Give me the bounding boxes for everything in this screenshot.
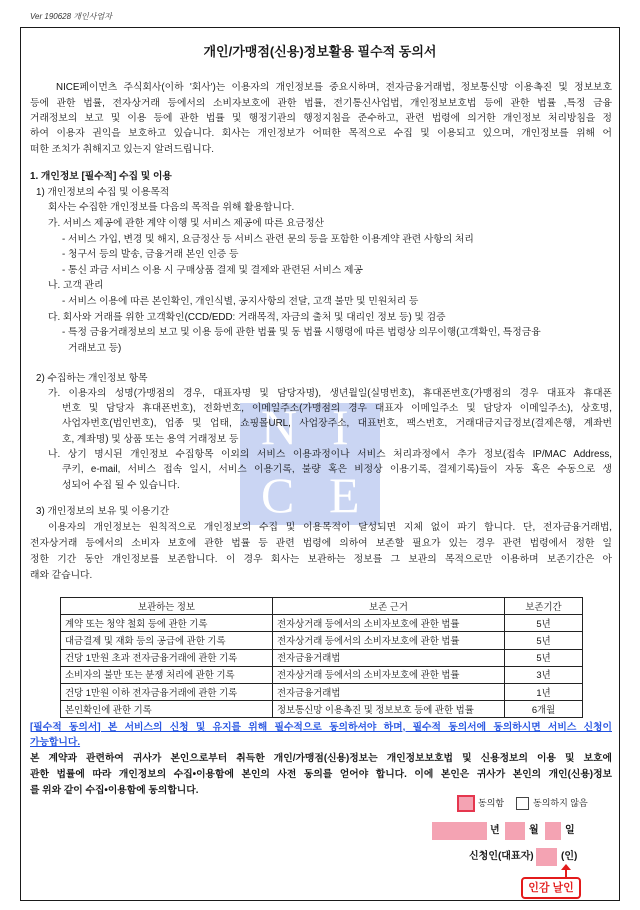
table-header-cell: 보관하는 정보	[61, 598, 273, 615]
purpose-lead: 회사는 수집한 개인정보를 다음의 목적을 위해 활용합니다.	[48, 202, 295, 214]
table-cell: 계약 또는 청약 철회 등에 관한 기록	[61, 615, 273, 632]
collected-item-line: 가. 이용자의 성명(가맹점의 경우, 대표자명 및 담당자명), 생년월일(실명번호), 휴대폰번호(가맹점의 경우 대표자 휴대폰	[48, 387, 612, 399]
section-retention	[30, 504, 612, 584]
notice-line	[30, 735, 612, 751]
collected-item-line: 호, 계좌명) 및 상품 또는 용역 거래정보 등	[62, 433, 239, 445]
purpose-bullet: - 특정 금융거래정보의 보고 및 이용 등에 관한 법률 및 동 법률 시행령에 따른 법령상 의무이행(고객확인, 특정금융	[62, 327, 541, 339]
retention-line: 래와 같습니다.	[30, 570, 93, 581]
day-label: 일	[565, 825, 575, 836]
purpose-bullet: - 통신 과금 서비스 이용 시 구매상품 결제 및 결제와 관련된 서비스 제공	[62, 264, 363, 276]
seal-label: (인)	[561, 851, 578, 862]
document-title: 개인/가맹점(신용)정보활용 필수적 동의서	[203, 44, 437, 59]
subsection-heading: 2) 수집하는 개인정보 항목	[36, 372, 148, 384]
table-header-row	[61, 598, 583, 615]
consent-line: 본 계약과 관련하여 귀사가 본인으로부터 취득한 개인/가맹점(신용)정보는 개인정보보호법 및 신용정보의 이용 및 보호에	[30, 753, 612, 764]
table-cell: 5년	[505, 632, 583, 649]
seal-field[interactable]	[536, 848, 557, 866]
notice-line-text: 가능합니다.	[30, 737, 81, 748]
watermark-letter: C	[261, 467, 295, 523]
table-cell: 5년	[505, 649, 583, 666]
table-cell: 전자상거래 등에서의 소비자보호에 관한 법률	[273, 666, 505, 683]
table-row	[61, 683, 583, 700]
month-field[interactable]	[505, 822, 525, 840]
intro-line: 떠한 조치가 취해지고 있는지 알려드립니다.	[30, 143, 214, 155]
purpose-bullet: - 서비스 가입, 변경 및 해지, 요금정산 등 서비스 관련 문의 등을 포함한 이용계약 관련 사항의 처리	[62, 233, 474, 245]
table-cell: 전자상거래 등에서의 소비자보호에 관한 법률	[273, 632, 505, 649]
table-cell: 전자상거래 등에서의 소비자보호에 관한 법률	[273, 615, 505, 632]
table-cell: 본인확인에 관한 기록	[61, 701, 273, 718]
collected-item-line: 사업자번호(법인번호), 업종 및 업태, 쇼핑몰URL, 사업장주소, 대표번호, 팩스번호, 거래대금지급정보(결제은행, 계좌번	[62, 418, 612, 430]
mandatory-consent-notice	[30, 720, 612, 751]
table-cell: 건당 1만원 이하 전자금융거래에 관한 기록	[61, 683, 273, 700]
section-heading: 1. 개인정보 [필수적] 수집 및 이용	[30, 171, 172, 183]
purpose-bullet-continuation: 거래보고 등)	[68, 342, 122, 354]
purpose-item-label: 가. 서비스 제공에 관한 계약 이행 및 서비스 제공에 따른 요금정산	[48, 217, 324, 229]
collected-item-line: 쿠키, e-mail, 서비스 접속 일시, 서비스 이용기록, 불량 혹은 비정상 이용기록, 결제기록)들이 자동 혹은 수동으로 생	[62, 464, 612, 476]
notice-line-text: [필수적 동의서] 본 서비스의 신청 및 유지를 위해 필수적으로 동의하셔야 하며, 필수적 동의서에 동의하시면 서비스 신청이	[30, 721, 612, 733]
intro-line: NICE페이먼츠 주식회사(이하 '회사')는 이용자의 개인정보를 중요시하며, 전자금융거래법, 정보통신망 이용촉진 및 정보보호	[56, 82, 612, 94]
section-collection-purpose	[30, 169, 612, 356]
table-cell: 건당 1만원 초과 전자금융거래에 관한 기록	[61, 649, 273, 666]
seal-stamp-callout: 인감 날인	[521, 877, 581, 899]
retention-table	[60, 597, 583, 718]
intro-line: 거래정보의 보고 및 이용 등에 관한 법률 및 행정기관의 행정지침을 준수하고, 관련 법령에 의거한 개인정보 처리방침을 정	[30, 112, 612, 124]
table-row	[61, 701, 583, 718]
table-cell: 전자금융거래법	[273, 683, 505, 700]
consent-line: 를 위와 같이 수집•이용함에 동의합니다.	[30, 785, 199, 796]
notice-line	[30, 720, 612, 736]
retention-line: 이용자의 개인정보는 원칙적으로 개인정보의 수집 및 이용목적이 달성되면 지체 없이 파기 합니다. 단, 전자금융거래법,	[48, 522, 612, 533]
day-field[interactable]	[545, 822, 561, 840]
table-cell: 3년	[505, 666, 583, 683]
section-collected-items	[30, 371, 612, 493]
table-row	[61, 632, 583, 649]
collected-item-line: 성되어 수집 될 수 있습니다.	[62, 479, 180, 491]
table-cell: 6개월	[505, 701, 583, 718]
subsection-heading: 3) 개인정보의 보유 및 이용기간	[36, 506, 170, 517]
consent-statement	[30, 751, 612, 799]
purpose-item-label: 다. 회사와 거래를 위한 고객확인(CCD/EDD: 거래목적, 자금의 출처 및 대리인 정보 등) 및 검증	[48, 311, 446, 323]
table-cell: 1년	[505, 683, 583, 700]
table-cell: 정보통신망 이용촉진 및 정보보호 등에 관한 법률	[273, 701, 505, 718]
month-label: 월	[529, 825, 539, 836]
version-label: Ver 190628 개인사업자	[30, 12, 112, 21]
agree-label: 동의함	[478, 798, 505, 808]
subsection-heading: 1) 개인정보의 수집 및 이용목적	[36, 186, 170, 198]
table-header-cell: 보존기간	[505, 598, 583, 615]
year-label: 년	[490, 825, 500, 836]
table-row	[61, 666, 583, 683]
table-cell: 전자금융거래법	[273, 649, 505, 666]
purpose-bullet: - 서비스 이용에 따른 본인확인, 개인식별, 공지사항의 전달, 고객 불만 및 민원처리 등	[62, 295, 419, 307]
collected-item-line: 번호 및 담당자 휴대폰번호), 전화번호, 이메일주소(가맹점의 경우 대표자 이메일주소 및 담당자 이메일주소), 상호명,	[62, 403, 612, 415]
watermark-letter: E	[329, 467, 360, 523]
table-cell: 대금결제 및 재화 등의 공급에 관한 기록	[61, 632, 273, 649]
intro-paragraph	[30, 80, 612, 156]
watermark-letter: N	[261, 403, 298, 455]
intro-line: 등에 관한 법률, 전자상거래 등에서의 소비자보호에 관한 법률, 전기통신사업법, 개인정보보호법 등에 관한 법률 ,특정 금융	[30, 97, 612, 109]
table-cell: 소비자의 불만 또는 분쟁 처리에 관한 기록	[61, 666, 273, 683]
consent-line: 관한 법률에 따라 개인정보의 수집•이용함에 본인의 사전 동의를 얻어야 합니다. 이에 본인은 귀사가 본인의 개인(신용)정보	[30, 769, 612, 780]
table-header-cell: 보존 근거	[273, 598, 505, 615]
intro-line: 하여 이용자 권익을 보호하고 있습니다. 회사는 개인정보가 어떠한 목적으로 수집 및 이용되고 있으며, 개인정보를 위해 어	[30, 128, 612, 140]
applicant-label: 신청인(대표자)	[469, 851, 534, 862]
year-field[interactable]	[432, 822, 487, 840]
purpose-item-label: 나. 고객 관리	[48, 280, 104, 292]
arrow-up-icon	[559, 864, 573, 877]
table-cell: 5년	[505, 615, 583, 632]
table-row	[61, 615, 583, 632]
purpose-bullet: - 청구서 등의 발송, 금융거래 본인 인증 등	[62, 249, 239, 261]
table-row	[61, 649, 583, 666]
watermark-letter: I	[332, 403, 349, 455]
collected-item-line: 나. 상기 명시된 개인정보 수집항목 이외의 서비스 이용과정이나 서비스 처리과정에서 추가 정보(접속 IP/MAC Address,	[48, 448, 612, 460]
disagree-label: 동의하지 않음	[533, 798, 588, 808]
retention-line: 정한 기간 동안 개인정보를 보존합니다. 이 경우 회사는 보관하는 정보를 그 보관의 목적으로만 이용하며 보존기간은 아	[30, 554, 612, 565]
retention-line: 전자상거래 등에서의 소비자 보호에 관한 법률 등 관련 법령에 의하여 보존할 필요가 있는 경우 관련 법령에서 정한 일	[30, 538, 612, 549]
